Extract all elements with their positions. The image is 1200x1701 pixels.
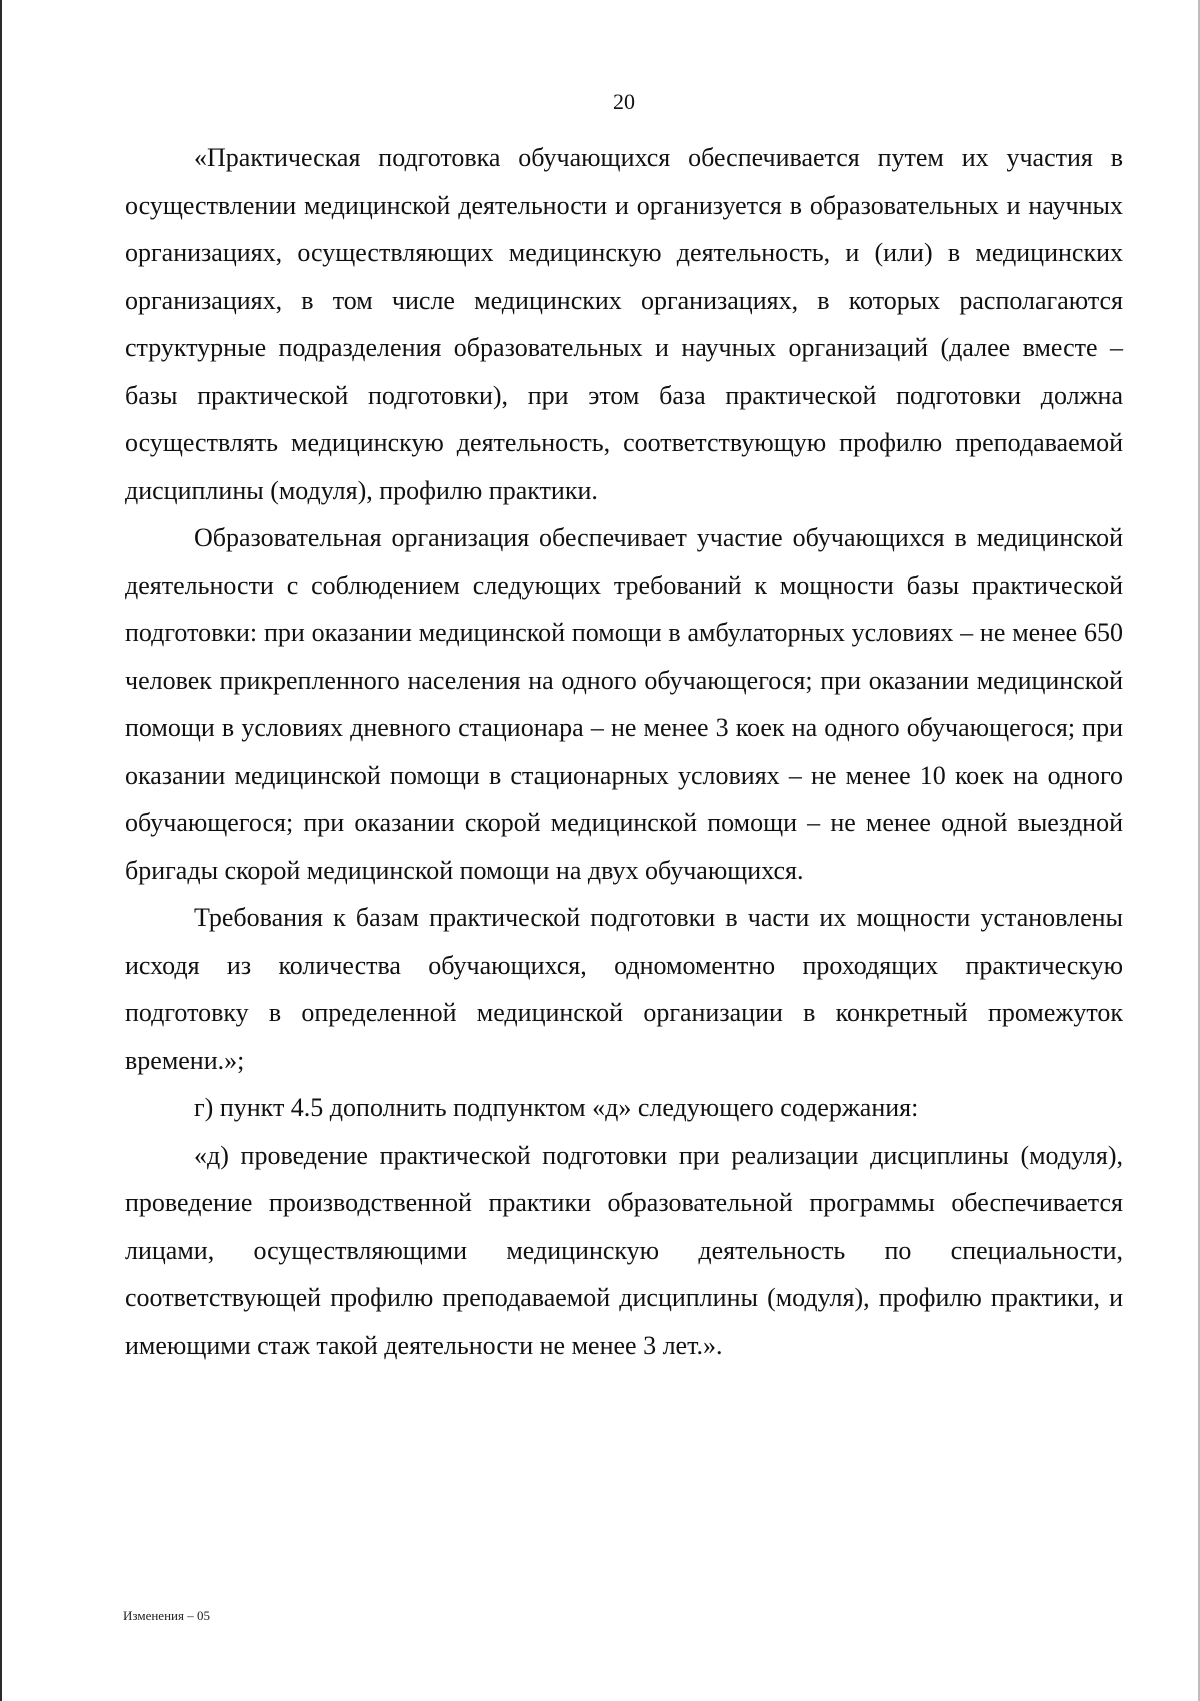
footer-note: Изменения – 05 <box>123 1608 210 1623</box>
paragraph-base-requirements: Требования к базам практической подготовки в части их мощности установлены исходя из количества обучающихся, одномоментно проходящих практическую подготовку в определенной медицинской организации в конкретный промежуток времени.»; <box>125 903 1123 1075</box>
paragraph-item-g: г) пункт 4.5 дополнить подпунктом «д» следующего содержания: <box>194 1093 919 1122</box>
paragraph-subitem-d: «д) проведение практической подготовки при реализации дисциплины (модуля), проведение производственной практики образовательной программы обеспечивается лицами, осуществляющими медицинскую деятельность по специальности, соответствующей профилю преподаваемой дисциплины (модуля), профилю практики, и имеющими стаж такой деятельности не менее 3 лет.». <box>125 1140 1123 1360</box>
page-number: 20 <box>613 89 635 114</box>
document-body <box>125 134 1123 1369</box>
scan-left-edge <box>0 0 2 1701</box>
paragraph-practical-training: «Практическая подготовка обучающихся обеспечивается путем их участия в осуществлении медицинской деятельности и организуется в образовательных и научных организациях, осуществляющих медицинскую деятельность, и (или) в медицинских организациях, в том числе медицинских организациях, в которых располагаются структурные подразделения образовательных и научных организаций (далее вместе – базы практической подготовки), при этом база практической подготовки должна осуществлять медицинскую деятельность, соответствующую профилю преподаваемой дисциплины (модуля), профилю практики. <box>125 143 1123 505</box>
paragraph-capacity-requirements: Образовательная организация обеспечивает участие обучающихся в медицинской деятельности с соблюдением следующих требований к мощности базы практической подготовки: при оказании медицинской помощи в амбулаторных условиях – не менее 650 человек прикрепленного населения на одного обучающегося; при оказании медицинской помощи в условиях дневного стационара – не менее 3 коек на одного обучающегося; при оказании медицинской помощи в стационарных условиях – не менее 10 коек на одного обучающегося; при оказании скорой медицинской помощи – не менее одной выездной бригады скорой медицинской помощи на двух обучающихся. <box>125 523 1123 885</box>
